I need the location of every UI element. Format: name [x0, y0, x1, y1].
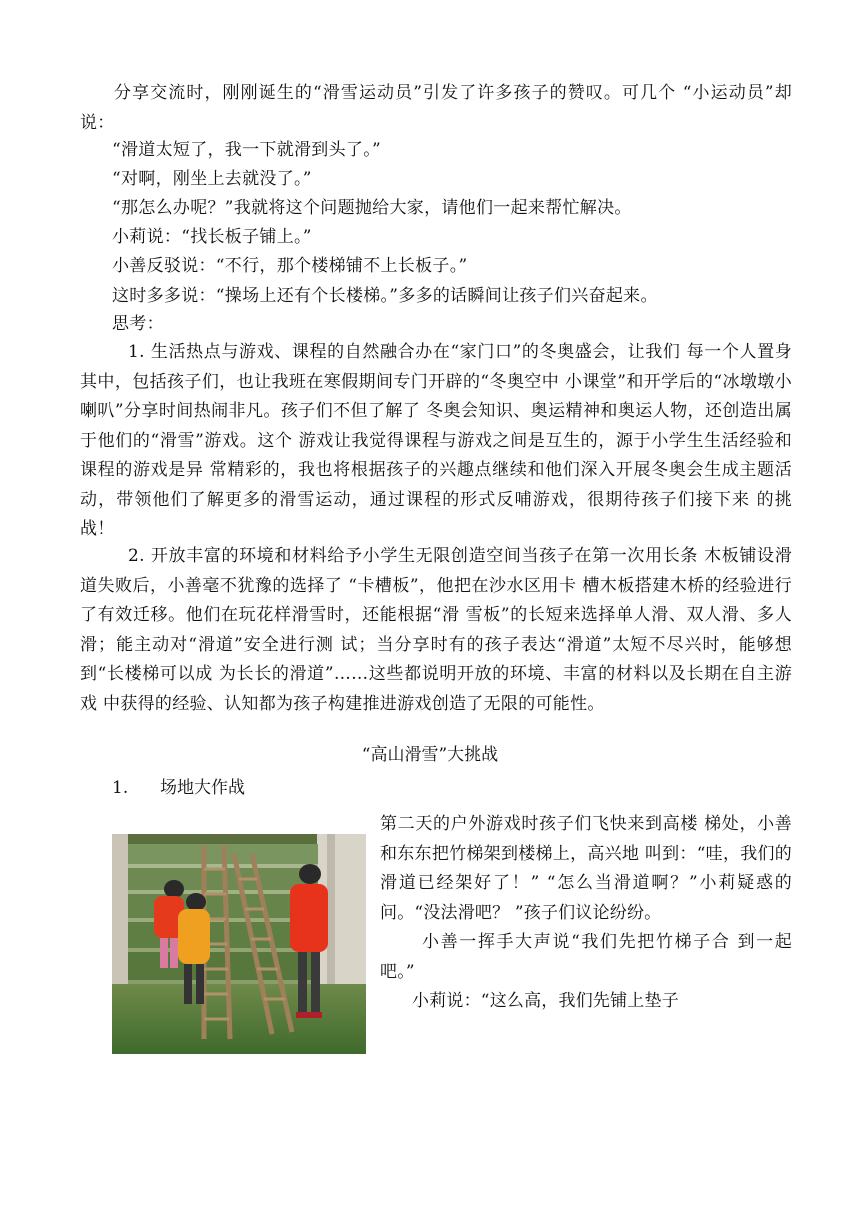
- photo-children-ladder-stairs: [112, 834, 366, 1054]
- reflection-paragraph-2: 2. 开放丰富的环境和材料给予小学生无限创造空间当孩子在第一次用长条 木板铺设滑道失败后，小善毫不犹豫的选择了 “卡槽板”，他把在沙水区用卡 槽木板搭建木桥的经验进行了有效迁移。他们在玩花样滑雪时，还能根据“滑 雪板”的长短来选择单人滑、双人滑、多人滑；能主动对“滑道”安全进行测 试；当分享时有的孩子表达“滑道”太短不尽兴时，能够想到“长楼梯可以成 为长长的滑道”……这些都说明开放的环境、丰富的材料以及长期在自主游戏 中获得的经验、认知都为孩子构建推进游戏创造了无限的可能性。: [80, 546, 792, 714]
- section-title: “高山滑雪”大挑战: [361, 745, 499, 765]
- reflection-paragraph-1: 1. 生活热点与游戏、课程的自然融合办在“家门口”的冬奥盛会，让我们 每一个人置身其中，包括孩子们，也让我班在寒假期间专门开辟的“冬奥空中 小课堂”和开学后的“冰墩墩小喇叭”分享时间热闹非凡。孩子们不但了解了 冬奥会知识、奥运精神和奥运人物，还创造出属于他们的“滑雪”游戏。这个 游戏让我觉得课程与游戏之间是互生的，源于小学生生活经验和课程的游戏是异 常精彩的，我也将根据孩子的兴趣点继续和他们深入开展冬奥会生成主题活动，带领他们了解更多的滑雪运动，通过课程的形式反哺游戏，很期待孩子们接下来 的挑战！: [80, 342, 792, 539]
- subsection-heading: [112, 776, 245, 800]
- story-paragraph-2: 小善一挥手大声说“我们先把竹梯子合 到一起吧。”: [380, 932, 792, 982]
- dialogue-line: “滑道太短了，我一下就滑到头了。”: [112, 140, 381, 160]
- paragraph-intro: 分享交流时，刚刚诞生的“滑雪运动员”引发了许多孩子的赞叹。可几个 “小运动员”却说：: [80, 83, 792, 133]
- story-paragraph-3: 小莉说：“这么高，我们先铺上垫子: [412, 991, 679, 1011]
- subsection-number: 1.: [112, 778, 129, 798]
- dialogue-line: “那怎么办呢？”我就将这个问题抛给大家，请他们一起来帮忙解决。: [112, 198, 632, 218]
- dialogue-line: 小莉说：“找长板子铺上。”: [112, 227, 312, 247]
- dialogue-line: 这时多多说：“操场上还有个长楼梯。”多多的话瞬间让孩子们兴奋起来。: [112, 286, 658, 306]
- dialogue-line: “对啊，刚坐上去就没了。”: [112, 169, 312, 189]
- story-paragraph-1: 第二天的户外游戏时孩子们飞快来到高楼 梯处，小善和东东把竹梯架到楼梯上，高兴地 叫到：“哇，我们的滑道已经架好了！” “怎么当滑道啊？”小莉疑惑的问。“没法滑吧？ ”孩子们议论纷纷。: [380, 814, 792, 923]
- subsection-text: 场地大作战: [160, 778, 245, 798]
- reflection-heading: 思考：: [112, 314, 164, 334]
- dialogue-line: 小善反驳说：“不行，那个楼梯铺不上长板子。”: [112, 256, 468, 276]
